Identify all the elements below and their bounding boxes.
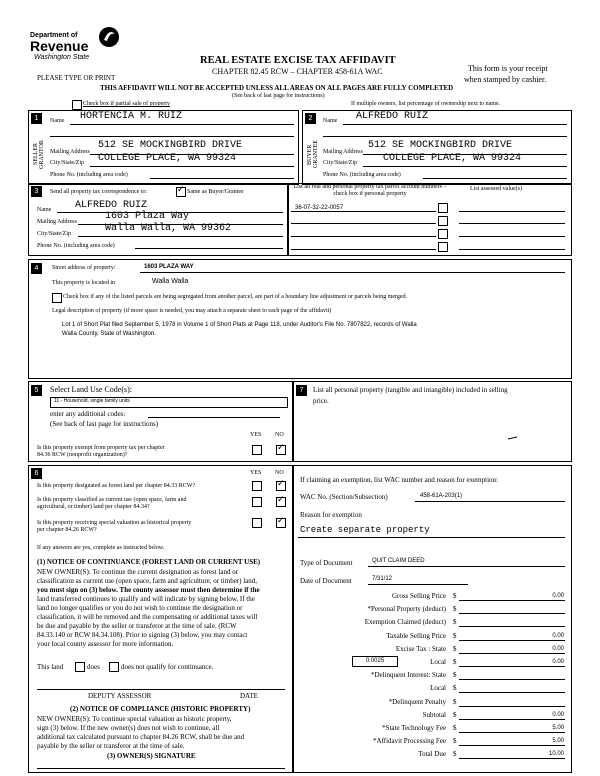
personal-property-line2: price. xyxy=(313,397,329,405)
notice-continuance-title: (1) NOTICE OF CONTINUANCE (FOREST LAND OR CURRENT USE) xyxy=(37,558,261,566)
dollar-sign: $ xyxy=(453,658,457,666)
dollar-sign: $ xyxy=(453,724,457,732)
if-yes-instruction: If any answers are yes, complete as instructed below. xyxy=(37,545,165,551)
tax-row-label: *Delinquent Interest: State xyxy=(370,671,446,680)
current-use-no-checkbox[interactable] xyxy=(276,497,286,507)
tax-row-label: Total Due xyxy=(418,750,446,759)
reason-label: Reason for exemption xyxy=(300,511,362,519)
assessed-header: List assessed value(s) xyxy=(470,186,522,192)
additional-codes-label: enter any additional codes: xyxy=(50,410,126,418)
tax-row-value[interactable]: 5.00 xyxy=(552,738,564,745)
section-1-number: 1 xyxy=(31,113,42,124)
doc-date-label: Date of Document xyxy=(300,577,352,585)
section-5-number: 5 xyxy=(31,385,42,396)
tax-row-value[interactable]: 0.00 xyxy=(552,659,564,665)
section-6-number: 6 xyxy=(31,468,42,479)
dollar-sign: $ xyxy=(453,671,457,680)
corr-phone-label: Phone No. (including area code) xyxy=(37,243,115,249)
logo-dept: Department of xyxy=(30,32,78,39)
land-use-code: 11 - Household, single family units xyxy=(54,398,130,404)
claim-exemption-label: If claiming an exemption, list WAC number and reason for exemption: xyxy=(300,476,498,484)
notice1-line6: classification, it will be removed and the compensating or additional taxes will xyxy=(37,613,258,621)
land-use-see-back: (See back of last page for instructions) xyxy=(50,420,159,428)
tax-row-label: *Affidavit Processing Fee xyxy=(373,737,446,746)
land-use-no-header: NO xyxy=(275,432,284,438)
notice2-line2: sign (3) below. If the new owner(s) does not wish to continue, all xyxy=(37,724,220,732)
buyer-address[interactable]: 512 SE MOCKINGBIRD DRIVE xyxy=(368,140,513,151)
historic-question-1: Is this property receiving special valuation as historical property xyxy=(37,520,192,526)
this-land-label: This land xyxy=(37,663,64,671)
tax-row-label: Local xyxy=(430,658,446,666)
land-does-not-checkbox[interactable] xyxy=(109,662,119,672)
section-2-number: 2 xyxy=(305,113,316,124)
seller-vlabel: SELLER GRANTOR xyxy=(33,140,45,169)
dollar-sign: $ xyxy=(453,592,457,600)
section-4-number: 4 xyxy=(31,263,42,274)
notice-compliance-title: (2) NOTICE OF COMPLIANCE (HISTORIC PROPERTY) xyxy=(70,705,251,713)
parcel-3-personal-checkbox[interactable] xyxy=(438,229,448,239)
notice1-line5: land no longer qualifies or you do not wish to continue the designation or xyxy=(37,604,243,612)
notice2-line1: NEW OWNER(S): To continue special valuation as historic property, xyxy=(37,715,232,723)
corr-address[interactable]: 1603 Plaza Way xyxy=(105,211,190,222)
tax-row-label: Exemption Claimed (deduct) xyxy=(364,618,446,627)
notice2-line3: additional tax calculated pursuant to chapter 84.26 RCW, shall be due and xyxy=(37,733,245,741)
forest-question: Is this property designated as forest land per chapter 84.33 RCW? xyxy=(37,483,196,489)
agency-logo xyxy=(22,24,122,68)
land-use-select-label: Select Land Use Code(s): xyxy=(50,385,132,394)
dollar-sign: $ xyxy=(453,618,457,627)
current-use-question-2: agricultural, or timber) land per chapter 84.34? xyxy=(37,504,150,510)
buyer-name[interactable]: ALFREDO RUIZ xyxy=(356,111,429,122)
notice2-line4: payable by the seller or transferor at the time of sale. xyxy=(37,742,185,750)
logo-name: Revenue xyxy=(30,38,89,54)
notice1-line9: your local county assessor for more information. xyxy=(37,640,174,648)
property-section xyxy=(28,259,572,379)
tax-row-value[interactable]: 5.00 xyxy=(552,725,564,731)
exempt-question-2: 84.36 RCW (nonprofit organization)? xyxy=(37,452,128,458)
dollar-sign: $ xyxy=(453,710,457,719)
forest-yes-checkbox[interactable] xyxy=(252,481,262,491)
notice1-line7: be due and payable by the seller or transferor at the time of sale. (RCW xyxy=(37,622,237,630)
partial-sale-label: Check box if partial sale of property xyxy=(83,101,170,107)
notice1-line4: land transferred continues to qualify and will indicate by signing below. If the xyxy=(37,595,255,603)
please-type: PLEASE TYPE OR PRINT xyxy=(37,74,116,82)
land-use-yes-header: YES xyxy=(250,432,262,438)
doc-type[interactable]: QUIT CLAIM DEED xyxy=(372,558,425,564)
parcel-2-personal-checkbox[interactable] xyxy=(438,216,448,226)
notice1-line2: classification as current use (open space, farm and agriculture, or timber) land, xyxy=(37,577,258,585)
current-use-yes-checkbox[interactable] xyxy=(252,497,262,507)
buyer-city-label: City/State/Zip xyxy=(323,160,357,166)
tax-row-value[interactable]: 0.00 xyxy=(552,632,564,639)
segregated-checkbox[interactable] xyxy=(52,293,62,303)
reason-value[interactable]: Create separate property xyxy=(300,525,430,535)
dollar-sign: $ xyxy=(453,605,457,614)
current-use-question-1: Is this property classified as current use (open space, farm and xyxy=(37,497,187,503)
owner-signature-label: (3) OWNER(S) SIGNATURE xyxy=(107,752,196,760)
tax-row-value[interactable]: 10.00 xyxy=(548,751,564,758)
street-label: Street address of property: xyxy=(52,265,116,271)
land-does-not-label: does not qualify for continuance. xyxy=(121,663,214,671)
dollar-sign: $ xyxy=(453,684,457,693)
seller-city-label: City/State/Zip xyxy=(50,160,84,166)
logo-state: Washington State xyxy=(34,54,90,61)
parcel-4-personal-checkbox[interactable] xyxy=(438,242,448,252)
tax-row-label: Excise Tax : State xyxy=(395,644,446,653)
land-does-checkbox[interactable] xyxy=(75,662,85,672)
parcel-1[interactable]: 36-07-32-22-0057 xyxy=(295,205,344,211)
dollar-sign: $ xyxy=(453,750,457,759)
date-label: DATE xyxy=(240,692,258,700)
local-rate-box[interactable]: 0.0025 xyxy=(352,656,398,667)
historic-question-2: per chapter 84.26 RCW? xyxy=(37,527,97,533)
seller-name[interactable]: HORTENCIA M. RUIZ xyxy=(80,111,183,122)
tax-row-label: Subtotal xyxy=(422,710,446,719)
corr-city[interactable]: Walla Walla, WA 99362 xyxy=(105,223,232,234)
parcel-header: List all real and personal property tax parcel account numbers – check box if personal property xyxy=(293,184,447,197)
tax-row-label: *State Technology Fee xyxy=(382,724,446,732)
dollar-sign: $ xyxy=(453,737,457,746)
tax-row-value[interactable]: 0.00 xyxy=(552,711,564,718)
tax-row-label: *Personal Property (deduct) xyxy=(367,605,446,614)
same-as-buyer-label: Same as Buyer/Grantee xyxy=(187,189,244,195)
buyer-phone-label: Phone No. (including area code) xyxy=(323,172,401,178)
buyer-city[interactable]: COLLEGE PLACE, WA 99324 xyxy=(383,153,522,164)
notice1-line1: NEW OWNER(S): To continue the current designation as forest land or xyxy=(37,568,239,576)
seller-address-label: Mailing Address xyxy=(50,149,90,155)
tax-row-label: Local xyxy=(430,684,446,693)
multiple-owners-label: If multiple owners, list percentage of ownership next to name. xyxy=(351,101,501,107)
same-as-buyer-checkbox[interactable] xyxy=(176,187,186,197)
buyer-name-label: Name xyxy=(323,118,338,124)
tax-row-label: Taxable Selling Price xyxy=(386,631,446,640)
notice1-line3: you must sign on (3) below. The county assessor must then determine if the xyxy=(37,586,260,594)
exempt-question-1: Is this property exempt from property tax per chapter xyxy=(37,445,165,451)
pen-mark-icon xyxy=(508,436,518,440)
seller-name-label: Name xyxy=(50,118,65,124)
wac-label: WAC No. (Section/Subsection) xyxy=(300,493,388,501)
tax-row-value[interactable]: 0.00 xyxy=(552,593,564,599)
historic-no-checkbox[interactable] xyxy=(276,518,286,528)
doc-date[interactable]: 7/31/12 xyxy=(372,576,393,582)
tax-row-label: Gross Selling Price xyxy=(391,592,446,600)
section-7-number: 7 xyxy=(296,385,307,396)
revenue-logo-icon xyxy=(98,26,120,48)
send-correspondence-label: Send all property tax correspondence to: xyxy=(50,189,148,195)
legal-line-1[interactable]: Lot 1 of Short Plat filed September 5, 1978 in Volume 1 of Short Plats at Page 118, under Auditor's File No. 7807822, records of Walla xyxy=(62,322,417,328)
dollar-sign: $ xyxy=(453,644,457,653)
wac-number[interactable]: 458-61A-203(1) xyxy=(420,493,463,499)
located-label: This property is located in xyxy=(52,280,115,286)
receipt-line1: This form is your receipt xyxy=(468,64,548,73)
seller-address[interactable]: 512 SE MOCKINGBIRD DRIVE xyxy=(98,140,243,151)
personal-property-line1: List all personal property (tangible and intangible) included in selling xyxy=(313,386,508,394)
seller-city[interactable]: COLLEGE PLACE, WA 99324 xyxy=(98,153,237,164)
partial-sale-checkbox[interactable] xyxy=(72,100,82,110)
form-chapter: CHAPTER 82.45 RCW – CHAPTER 458-61A WAC xyxy=(212,67,383,76)
owner-signature-line[interactable] xyxy=(37,768,285,769)
section-3-number: 3 xyxy=(31,186,42,197)
s6-no-header: NO xyxy=(275,470,284,476)
located-in[interactable]: Walla Walla xyxy=(152,278,189,285)
historic-yes-checkbox[interactable] xyxy=(252,518,262,528)
buyer-address-label: Mailing Address xyxy=(323,149,363,155)
land-use-code-select[interactable] xyxy=(50,397,288,408)
tax-row-value[interactable]: 0.00 xyxy=(552,645,564,652)
dollar-sign: $ xyxy=(453,631,457,640)
buyer-vlabel: BUYER GRANTEE xyxy=(307,140,319,169)
forest-no-checkbox[interactable] xyxy=(276,481,286,491)
corr-city-label: City/State/Zip xyxy=(37,231,71,237)
street-address[interactable]: 1603 PLAZA WAY xyxy=(144,264,194,270)
seller-phone-label: Phone No. (including area code) xyxy=(50,172,128,178)
s6-yes-header: YES xyxy=(250,470,262,476)
exempt-yes-checkbox[interactable] xyxy=(252,445,262,455)
corr-address-label: Mailing Address xyxy=(37,219,77,225)
dollar-sign: $ xyxy=(453,697,457,706)
form-title: REAL ESTATE EXCISE TAX AFFIDAVIT xyxy=(200,55,396,66)
parcel-1-personal-checkbox[interactable] xyxy=(438,203,448,213)
see-back: (See back of last page for instructions) xyxy=(232,93,325,99)
land-does-label: does xyxy=(87,663,100,671)
form-warning: THIS AFFIDAVIT WILL NOT BE ACCEPTED UNLESS ALL AREAS ON ALL PAGES ARE FULLY COMPLETED xyxy=(100,84,454,92)
corr-name-label: Name xyxy=(37,207,52,213)
legal-line-2[interactable]: Walla County, State of Washington. xyxy=(62,331,156,337)
notice1-line8: 84.33.140 or RCW 84.34.108). Prior to signing (3) below, you may contact xyxy=(37,631,248,639)
exempt-no-checkbox[interactable] xyxy=(276,445,286,455)
segregated-label: Check box if any of the listed parcels are being segregated from another parcel, are part of a boundary line adjustment or parcels being merged. xyxy=(63,294,408,300)
tax-row-label: *Delinquent Penalty xyxy=(388,697,446,706)
corr-name[interactable]: ALFREDO RUIZ xyxy=(75,200,148,211)
deputy-assessor-label: DEPUTY ASSESSOR xyxy=(88,692,152,700)
legal-label: Legal description of property (if more space is needed, you may attach a separate sheet to each page of the affidavit) xyxy=(52,308,332,314)
doc-type-label: Type of Document xyxy=(300,559,353,567)
receipt-line2: when stamped by cashier. xyxy=(464,75,547,84)
